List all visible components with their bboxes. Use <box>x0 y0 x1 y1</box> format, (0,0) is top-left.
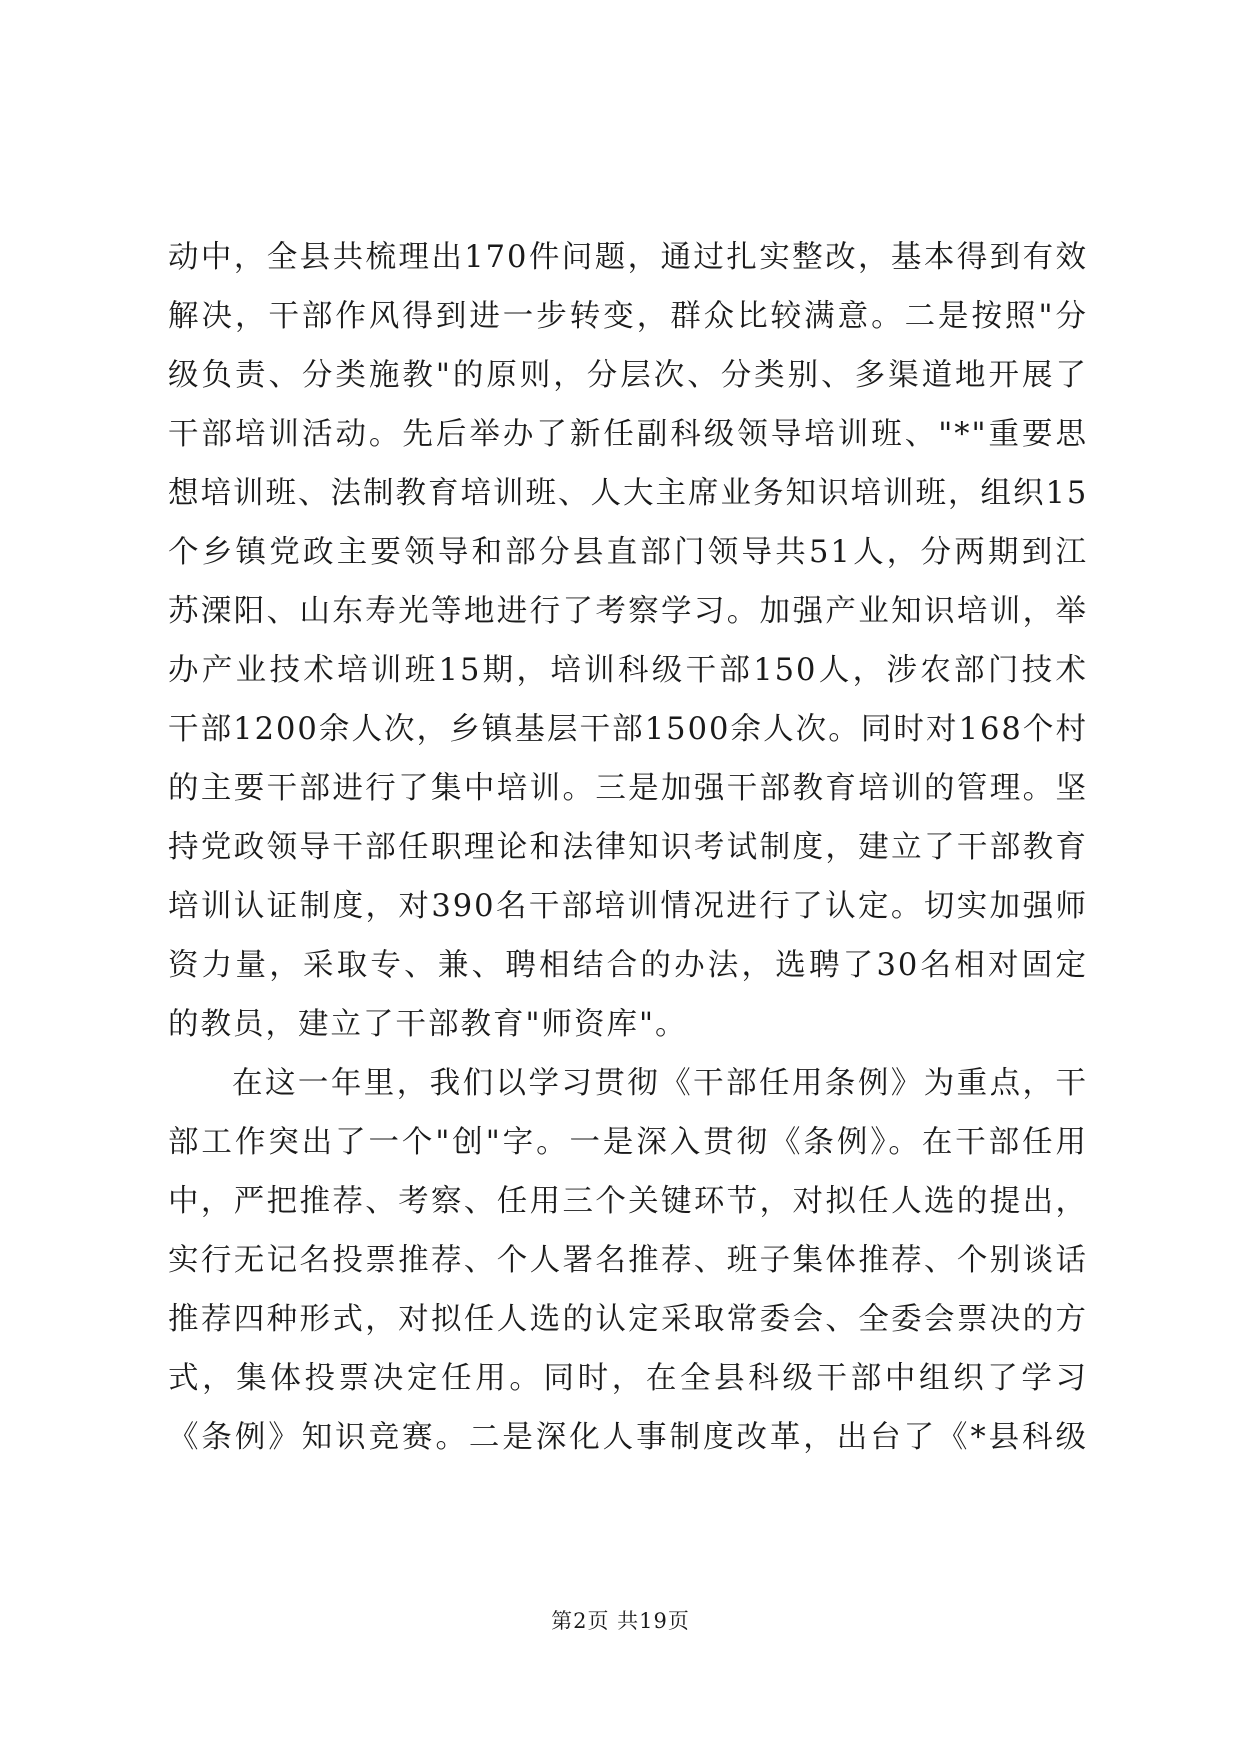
text-line: 推荐四种形式，对拟任人选的认定采取常委会、全委会票决的方 <box>168 1302 1088 1337</box>
text-line: 干部1200余人次，乡镇基层干部1500余人次。同时对168个村 <box>168 712 1088 747</box>
text-line: 干部培训活动。先后举办了新任副科级领导培训班、"*"重要思 <box>168 417 1088 452</box>
text-line: 中，严把推荐、考察、任用三个关键环节，对拟任人选的提出， <box>168 1184 1088 1219</box>
text-line: 动中，全县共梳理出170件问题，通过扎实整改，基本得到有效 <box>168 240 1088 275</box>
text-line-paragraph-start: 在这一年里，我们以学习贯彻《干部任用条例》为重点，干 <box>232 1066 1088 1101</box>
text-line: 培训认证制度，对390名干部培训情况进行了认定。切实加强师 <box>168 889 1088 924</box>
text-line: 持党政领导干部任职理论和法律知识考试制度，建立了干部教育 <box>168 830 1088 865</box>
text-line: 办产业技术培训班15期，培训科级干部150人，涉农部门技术 <box>168 653 1088 688</box>
page-number-footer: 第2页 共19页 <box>551 1609 690 1633</box>
text-line: 解决，干部作风得到进一步转变，群众比较满意。二是按照"分 <box>168 299 1088 334</box>
text-line: 式，集体投票决定任用。同时，在全县科级干部中组织了学习 <box>168 1361 1088 1396</box>
text-line: 级负责、分类施教"的原则，分层次、分类别、多渠道地开展了 <box>168 358 1088 393</box>
document-body <box>168 228 1088 1467</box>
text-line: 个乡镇党政主要领导和部分县直部门领导共51人，分两期到江 <box>168 535 1088 570</box>
text-line: 苏溧阳、山东寿光等地进行了考察学习。加强产业知识培训，举 <box>168 594 1088 629</box>
text-line: 部工作突出了一个"创"字。一是深入贯彻《条例》。在干部任用 <box>168 1125 1088 1160</box>
text-line: 实行无记名投票推荐、个人署名推荐、班子集体推荐、个别谈话 <box>168 1243 1088 1278</box>
text-line: 《条例》知识竞赛。二是深化人事制度改革，出台了《*县科级 <box>168 1420 1088 1455</box>
text-line: 的主要干部进行了集中培训。三是加强干部教育培训的管理。坚 <box>168 771 1088 806</box>
text-line: 资力量，采取专、兼、聘相结合的办法，选聘了30名相对固定 <box>168 948 1088 983</box>
text-line-paragraph-end: 的教员，建立了干部教育"师资库"。 <box>168 1007 688 1042</box>
text-line: 想培训班、法制教育培训班、人大主席业务知识培训班，组织15 <box>168 476 1089 511</box>
